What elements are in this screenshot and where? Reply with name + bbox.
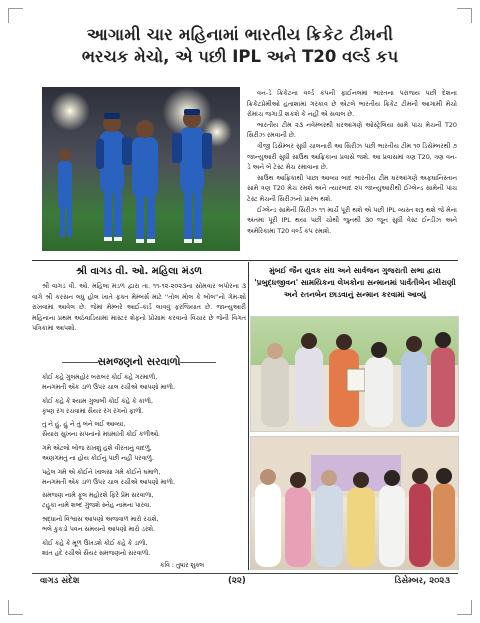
poem-line: ટહૂકા નામે શબ્દ ગુંજશે સ્નેહ નામના પારવા. (42, 502, 152, 510)
event-headline-line-1: મુંબઈ જૈન યુવક સંઘ અને સાર્વજન ગુજરાતી સભા દ્વારા (269, 266, 441, 275)
footer-publication: વાગડ સંદેશ (40, 576, 80, 586)
crop-mark-top-right (457, 8, 472, 23)
cricket-article (247, 88, 457, 236)
poem-line: ભલે કુકડો પવન સમયનો આપણો મારો ડરશે. (42, 525, 155, 533)
section-divider (32, 260, 458, 261)
poem-line: મનગમતી એક ડાળ ઉપર ચાલ રચીએ આપણો માળો. (42, 383, 175, 391)
poem-author: કવિ : તુષાર શુક્લ (160, 562, 204, 569)
crop-mark-bottom-left (8, 600, 23, 615)
cricket-para-4: સાઉથ આફ્રિકાથી પાછા આવ્યા બાદ ભારતીય ટીમ ઘરઆંગણે અફઘાનિસ્તાન સામે ત્રણ T20 મેચ રમશે અને ત્યારબાદ ૨૫ જાન્યુઆરીથી ઈંગ્લેન્ડ સામેની પાંચ ટેસ્ટ મેચની સિરીઝનો પ્રારંભ થશે. (247, 173, 457, 203)
footer-page-number: (૨૨) (228, 576, 246, 586)
cricket-para-5: ઈંગ્લેન્ડ સામેની સિરીઝ ૧૧ માર્ચે પૂરી થશે એ પછી IPL વ્યસ્ત શરૂ થશે જે મેના અંતમાં પૂરી IPL થયા પછી ચોથી જુનથી ૩૦ જૂન સુધી વેસ્ટ ઈન્ડીઝ અને અમેરિકામાં T20 વર્લ્ડ કપ રમાશે. (247, 205, 457, 235)
poem-line: શાંત હૃદે રચીએ સૈયર સમજણનો સરવાળો. (42, 549, 151, 557)
poem-title: સમજણનો સરવાળો (32, 356, 246, 369)
poem-line: સૈયારા સુખના સપનાંનો મધમાખી કોઈ કળીઓ. (42, 431, 161, 439)
event-photo-1 (250, 316, 459, 432)
footer-date: ડિસેમ્બર, ૨૦૨૩ (394, 576, 450, 586)
footer-divider (32, 573, 458, 574)
poem-line: કૃષ્ણ રંગ રચવામાં સૈયર રંગ રંગનો ફાળો. (42, 407, 144, 415)
cricket-para-1: વન-ડે ક્રિકેટના વર્લ્ડ કપની ફાઈનલમાં ભારતના પરાજય પછી દેશના ક્રિકેટપ્રેમીઓ હતાશામાં ગરકાવ છે એટલે ભારતીય ક્રિકેટ ટીમની આગામી મેચો રોમાંચ જગાડી શકશે કે નહીં એ સવાલ છે. (247, 89, 457, 119)
crop-mark-bottom-right (457, 600, 472, 615)
crop-mark-top-left (8, 8, 23, 23)
cricket-para-3: ત્રીજી ડિસેમ્બર સુધી ચાલનારી આ સિરીઝ પછી ભારતીય ટીમ ૧૦ ડિસેમ્બરથી ૭ જાન્યુઆરી સુધી સાઉથ આફ્રિકાના પ્રવાસે જશે. આ પ્રવાસમાં ત્રણ T20, ત્રણ વન-ડે અને બે ટેસ્ટ મેચ રમાવાના છે. (247, 141, 457, 172)
poem-line: મનગમતી એક ડાળ ઉપર ચાલ રચીએ આપણો માળો. (42, 478, 175, 486)
players-illustration (42, 87, 240, 251)
event-headline (250, 265, 460, 301)
mahila-mandal-body (32, 281, 246, 334)
poem-line: શ્રદ્ધાનો વિશ્વાસ આપણો અજવાળ મારો રચશે, (42, 516, 159, 524)
mahila-mandal-text: શ્રી વાગડ વી. ઓ. મહિલા મંડળ દ્વારા તા. ૧૧-૧૨-૨૦૨૩ના સોમવાર બપોરના ૩ વાગે શ્રી કરસન લધુ હોલ ખાતે ફક્ત મેમ્બર્સ માટે ''તોલ મોલ કે બોલ''નો ગેમ-શો રાખવામાં આવેલ છે. જેમાં મેમ્બરે આઈ-કાર્ડ લાવવું ફરજિયાત છે. જાન્યુઆરી મહિનાના પ્રથમ અઠવાડિયામાં માસ્ટર શેફનો પ્રોગ્રામ કરવાનો વિચાર છે જેની વિગત પત્રિકામાં આપશો. (32, 282, 246, 333)
poem-line: પહેલ ગમે એ કોઈને ખાલસા ગમે કોઈને ઘમાળે, (42, 468, 161, 476)
poem-line: ગમે એટલો બોજ રાખશું હશે વીરતાનું વાદળું, (42, 445, 152, 453)
poem-line: કોઈ કહે ગુલમહોર બરાબર કોઈ કહે ગરમાળો, (42, 374, 158, 381)
event-photo-2-illustration (251, 437, 458, 569)
event-headline-line-2: 'પ્રબુદ્ધજીવન' સામયિકના લેખકોના સન્માનમાં પાર્વતીબેન ખીરાણી (254, 278, 456, 287)
poem-body (42, 373, 242, 559)
poem-line: અણગમતું ના હોય કોઈનું પછી નહીં પરવાળું. (42, 454, 154, 462)
event-photo-2 (250, 436, 459, 570)
column-divider (248, 262, 249, 570)
poem-line: કોઈ કહે કે મૂળ ઉખડશે કોઈ કહે કે ડાળો, (42, 539, 148, 547)
cricket-team-photo (42, 87, 240, 251)
poem-line: સમજણ નામે ફૂલ મહોરશે ફિરે પ્રેમ સરવાળા, (42, 492, 154, 500)
poem-line: તું ને હું, હું ને તું બંને લઈ આવ્યા, (42, 421, 126, 429)
poem-line: કોઈ કહે કે શ્યામ ગુલાબી કોઈ કહે કે કાળો, (42, 397, 153, 405)
page-headline (30, 24, 450, 68)
headline-line-2: ભરચક મેચો, એ પછી IPL અને T20 વર્લ્ડ કપ (81, 47, 399, 66)
event-headline-line-3: અને રતનબેન છાડવાનું સન્માન કરવામાં આવ્યું (283, 290, 427, 299)
headline-line-1: આગામી ચાર મહિનામાં ભારતીય ક્રિકેટ ટીમની (86, 25, 394, 44)
mahila-mandal-title: શ્રી વાગડ વી. ઓ. મહિલા મંડળ (75, 266, 203, 277)
event-photo-1-illustration (251, 317, 458, 431)
cricket-para-2: ભારતીય ટીમ ૨૩ નવેમ્બરથી ઘરઆંગણે ઓસ્ટ્રેલિયા સામે પાંચ મેચની T20 સિરીઝ રમવાની છે. (247, 120, 457, 140)
